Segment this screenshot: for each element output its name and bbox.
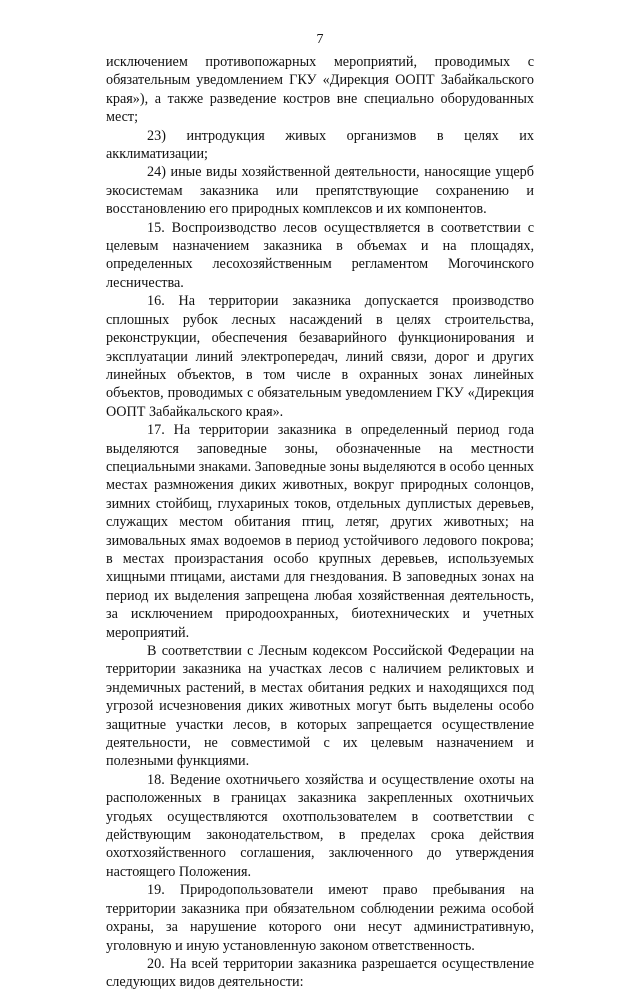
paragraph-18: 18. Ведение охотничьего хозяйства и осуществление охоты на расположенных в границах заказника закрепленных охотничьих угодьях осуществляются охотпользователем в соответствии с действующим законодательством, в пределах срока действия охотхозяйственного соглашения, заключенного до утверждения настоящего Положения. (106, 771, 534, 880)
paragraph-19: 19. Природопользователи имеют право пребывания на территории заказника при обязательном соблюдении режима особой охраны, за нарушение которого они несут административную, уголовную и иную установленную законом ответственность. (106, 882, 534, 954)
paragraph-continuation: исключением противопожарных мероприятий, проводимых с обязательным уведомлением ГКУ «Дирекция ООПТ Забайкальского края»), а также разведение костров вне специально оборудованных мест; (106, 54, 534, 126)
paragraph-17: 17. На территории заказника в определенный период года выделяются заповедные зоны, обозначенные на местности специальными знаками. Заповедные зоны выделяются в особо ценных местах размножения диких животных, вокруг природных солонцов, зимних стойбищ, глухариных токов, отдельных дуплистых деревьев, служащих местом обитания птиц, летяг, других животных; на зимовальных ямах водоемов в период устойчивого ледового покрова; в местах произрастания особо крупных деревьев, используемых хищными птицами, аистами для гнездования. В заповедных зонах на период их выделения запрещена любая хозяйственная деятельность, за исключением природоохранных, биотехнических и учетных мероприятий. (106, 422, 534, 641)
paragraph-15: 15. Воспроизводство лесов осуществляется в соответствии с целевым назначением заказника в объемах и на площадях, определенных лесохозяйственным регламентом Могочинского лесничества. (106, 219, 534, 291)
paragraph-item-24: 24) иные виды хозяйственной деятельности, наносящие ущерб экосистемам заказника или препятствующие сохранению и восстановлению его природных комплексов и их компонентов. (106, 164, 534, 218)
paragraph-item-23: 23) интродукция живых организмов в целях их акклиматизации; (106, 127, 534, 163)
paragraph-17-forest-code: В соответствии с Лесным кодексом Российской Федерации на территории заказника на участках лесов с наличием реликтовых и эндемичных растений, в местах обитания редких и находящихся под угрозой исчезновения диких животных могут быть выделены особо защитные участки лесов, в которых запрещается осуществление деятельности, не совместимой с их целевым назначением и полезными функциями. (106, 643, 534, 770)
document-body (106, 53, 534, 992)
paragraph-16: 16. На территории заказника допускается производство сплошных рубок лесных насаждений в целях строительства, реконструкции, обеспечения безаварийного функционирования и эксплуатации линий электропередач, линий связи, дорог и других линейных объектов, в том числе в охранных зонах линейных объектов, проводимых с обязательным уведомлением ГКУ «Дирекция ООПТ Забайкальского края». (106, 293, 534, 420)
page-number: 7 (316, 32, 324, 47)
paragraph-20: 20. На всей территории заказника разрешается осуществление следующих видов деятельности: (106, 955, 534, 991)
